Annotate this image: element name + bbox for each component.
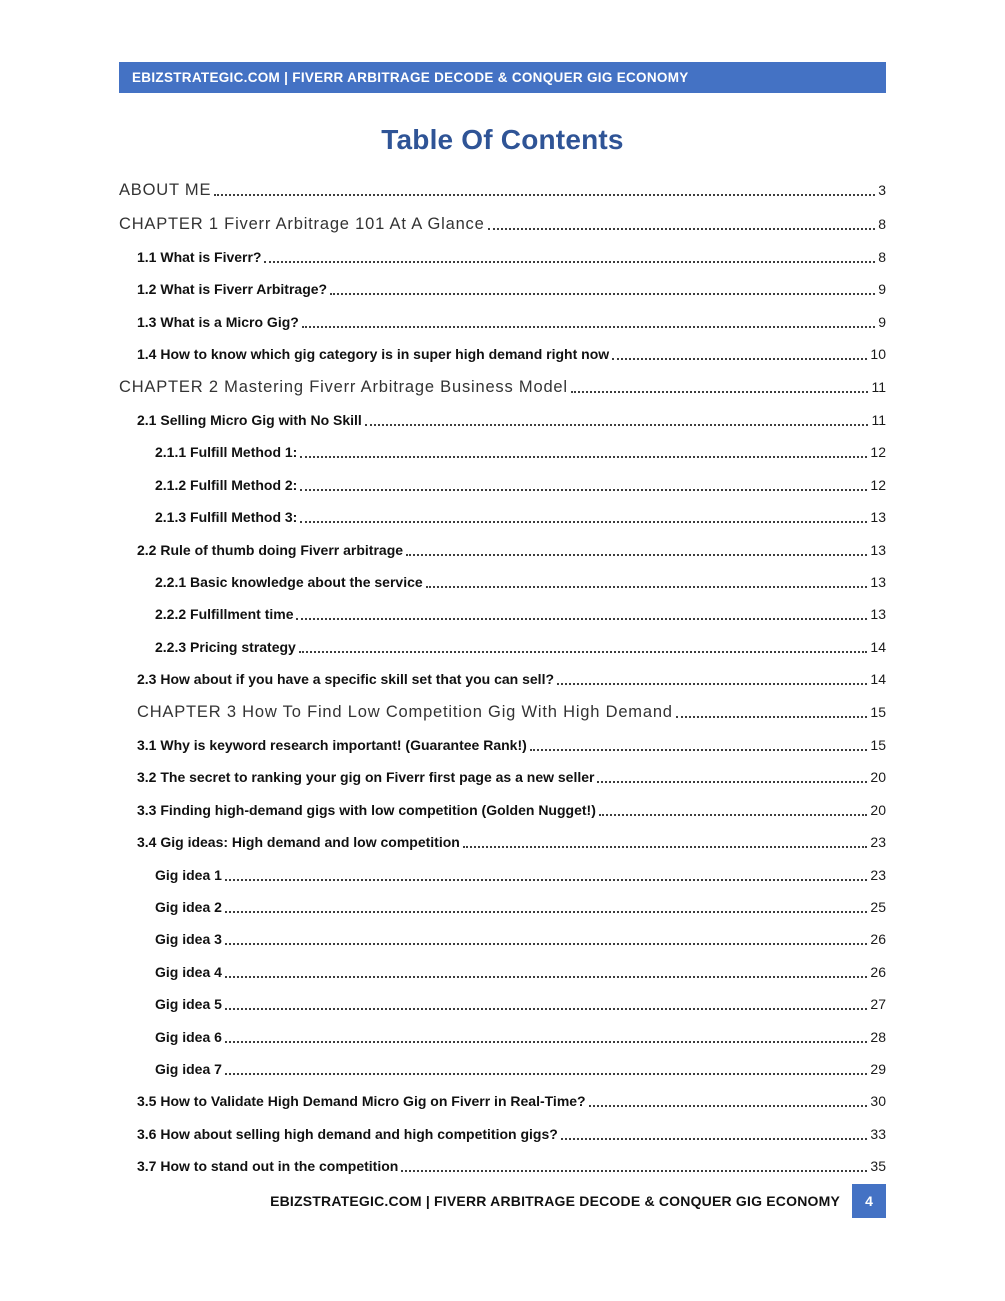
toc-entry-page: 26 — [870, 963, 886, 980]
toc-entry[interactable] — [119, 508, 886, 527]
toc-entry[interactable] — [119, 866, 886, 885]
toc-entry-label: 3.3 Finding high-demand gigs with low competition (Golden Nugget!) — [137, 801, 596, 818]
table-of-contents — [119, 181, 886, 1176]
toc-entry-page: 30 — [870, 1093, 886, 1110]
toc-entry-label: 2.1.1 Fulfill Method 1: — [155, 444, 298, 461]
toc-entry-page: 9 — [878, 313, 886, 330]
toc-entry-label: CHAPTER 1 Fiverr Arbitrage 101 At A Glance — [119, 214, 485, 233]
toc-entry[interactable] — [119, 1028, 886, 1047]
toc-entry[interactable] — [119, 541, 886, 560]
toc-entry[interactable] — [119, 1060, 886, 1079]
toc-entry-label: 3.1 Why is keyword research important! (Guarantee Rank!) — [137, 737, 527, 754]
toc-entry[interactable] — [119, 215, 886, 234]
toc-entry-page: 25 — [870, 899, 886, 916]
toc-dot-leader — [599, 814, 868, 816]
toc-entry-label: Gig idea 5 — [155, 996, 222, 1013]
toc-entry[interactable] — [119, 573, 886, 592]
toc-entry-page: 20 — [870, 801, 886, 818]
toc-entry-label: CHAPTER 3 How To Find Low Competition Gig With High Demand — [137, 702, 673, 721]
header-banner — [119, 62, 886, 93]
toc-entry[interactable] — [119, 736, 886, 755]
toc-entry-page: 33 — [870, 1125, 886, 1142]
toc-entry-label: 3.7 How to stand out in the competition — [137, 1158, 399, 1175]
toc-entry-label: Gig idea 7 — [155, 1060, 222, 1077]
toc-dot-leader — [561, 1138, 868, 1140]
toc-entry-label: 2.2.2 Fulfillment time — [155, 606, 294, 623]
toc-entry-page: 13 — [870, 606, 886, 623]
header-banner-text: EBIZSTRATEGIC.COM | FIVERR ARBITRAGE DECODE & CONQUER GIG ECONOMY — [132, 70, 689, 85]
toc-dot-leader — [401, 1170, 867, 1172]
toc-entry[interactable] — [119, 768, 886, 787]
toc-entry-page: 23 — [870, 834, 886, 851]
footer-text: EBIZSTRATEGIC.COM | FIVERR ARBITRAGE DECODE & CONQUER GIG ECONOMY — [270, 1193, 840, 1209]
toc-entry-page: 8 — [878, 215, 886, 232]
toc-dot-leader — [612, 358, 867, 360]
toc-entry-label: 2.3 How about if you have a specific skill set that you can sell? — [137, 671, 555, 688]
toc-entry-label: 1.2 What is Fiverr Arbitrage? — [137, 281, 328, 298]
toc-entry-label: 2.1.3 Fulfill Method 3: — [155, 509, 298, 526]
page-content — [119, 62, 886, 1176]
toc-dot-leader — [406, 554, 867, 556]
toc-dot-leader — [530, 749, 868, 751]
toc-entry-label: Gig idea 2 — [155, 899, 222, 916]
toc-dot-leader — [589, 1105, 868, 1107]
toc-entry-label: Gig idea 3 — [155, 931, 222, 948]
toc-entry-label: CHAPTER 2 Mastering Fiverr Arbitrage Business Model — [119, 377, 568, 396]
toc-dot-leader — [676, 716, 868, 718]
toc-entry[interactable] — [119, 898, 886, 917]
page-title: Table Of Contents — [381, 124, 624, 155]
toc-entry[interactable] — [119, 1125, 886, 1144]
toc-entry-page: 13 — [870, 541, 886, 558]
toc-dot-leader — [264, 261, 875, 263]
toc-entry[interactable] — [119, 345, 886, 364]
toc-entry-page: 35 — [870, 1158, 886, 1175]
toc-entry-label: Gig idea 6 — [155, 1028, 222, 1045]
toc-entry-label: 3.5 How to Validate High Demand Micro Gig on Fiverr in Real-Time? — [137, 1093, 586, 1110]
footer — [270, 1184, 886, 1218]
toc-dot-leader — [300, 456, 867, 458]
toc-dot-leader — [300, 521, 867, 523]
toc-entry[interactable] — [119, 963, 886, 982]
toc-entry-page: 11 — [871, 378, 886, 395]
toc-entry-page: 23 — [870, 866, 886, 883]
toc-dot-leader — [488, 228, 876, 230]
toc-entry-label: 2.2.3 Pricing strategy — [155, 638, 296, 655]
toc-entry-page: 14 — [870, 671, 886, 688]
toc-entry[interactable] — [119, 1092, 886, 1111]
toc-entry-label: 2.2.1 Basic knowledge about the service — [155, 574, 423, 591]
toc-dot-leader — [302, 326, 875, 328]
toc-dot-leader — [597, 781, 867, 783]
toc-entry-page: 8 — [878, 249, 886, 265]
toc-entry[interactable] — [119, 605, 886, 624]
toc-dot-leader — [225, 1008, 868, 1010]
toc-dot-leader — [299, 651, 868, 653]
toc-entry-page: 11 — [871, 412, 886, 429]
toc-entry-page: 15 — [870, 703, 886, 720]
page-number-badge: 4 — [852, 1184, 886, 1218]
toc-entry-label: 3.6 How about selling high demand and high competition gigs? — [137, 1125, 558, 1142]
toc-dot-leader — [300, 489, 867, 491]
toc-entry-page: 15 — [870, 737, 886, 754]
toc-entry-label: 1.3 What is a Micro Gig? — [137, 313, 299, 330]
toc-entry-label: ABOUT ME — [119, 181, 212, 199]
toc-dot-leader — [225, 976, 868, 978]
toc-dot-leader — [225, 1041, 868, 1043]
toc-dot-leader — [225, 911, 868, 913]
toc-entry[interactable] — [119, 995, 886, 1014]
toc-dot-leader — [365, 424, 869, 426]
toc-entry[interactable] — [119, 703, 886, 722]
toc-entry[interactable] — [119, 443, 886, 462]
toc-entry[interactable] — [119, 181, 886, 200]
toc-entry[interactable] — [119, 378, 886, 397]
toc-entry-page: 27 — [870, 996, 886, 1013]
toc-entry-label: 1.1 What is Fiverr? — [137, 249, 262, 265]
toc-entry[interactable] — [119, 313, 886, 332]
toc-entry-page: 10 — [870, 346, 886, 363]
toc-entry[interactable] — [119, 476, 886, 495]
toc-dot-leader — [330, 293, 875, 295]
toc-dot-leader — [557, 683, 867, 685]
toc-entry-page: 3 — [878, 182, 886, 198]
toc-entry[interactable] — [119, 801, 886, 820]
toc-entry[interactable] — [119, 638, 886, 657]
toc-entry-label: Gig idea 4 — [155, 963, 222, 980]
toc-entry[interactable] — [119, 930, 886, 949]
toc-entry-page: 20 — [870, 769, 886, 786]
toc-dot-leader — [463, 846, 868, 848]
toc-entry-label: 3.2 The secret to ranking your gig on Fiverr first page as a new seller — [137, 769, 595, 786]
toc-entry[interactable] — [119, 1157, 886, 1176]
toc-entry-label: 1.4 How to know which gig category is in super high demand right now — [137, 346, 610, 363]
toc-dot-leader — [214, 194, 875, 196]
toc-entry[interactable] — [119, 670, 886, 689]
toc-entry-page: 12 — [870, 444, 886, 461]
toc-dot-leader — [225, 879, 868, 881]
toc-dot-leader — [225, 1073, 868, 1075]
toc-dot-leader — [571, 391, 869, 393]
toc-entry-page: 14 — [870, 638, 886, 655]
toc-entry-label: 3.4 Gig ideas: High demand and low competition — [137, 834, 460, 851]
toc-entry-page: 12 — [870, 476, 886, 493]
toc-entry-page: 26 — [870, 931, 886, 948]
toc-entry-label: 2.2 Rule of thumb doing Fiverr arbitrage — [137, 541, 404, 558]
toc-entry-page: 9 — [878, 281, 886, 298]
toc-dot-leader — [426, 586, 868, 588]
toc-entry-page: 13 — [870, 574, 886, 591]
toc-entry-page: 28 — [870, 1028, 886, 1045]
toc-dot-leader — [225, 943, 868, 945]
toc-entry[interactable] — [119, 280, 886, 299]
toc-entry[interactable] — [119, 833, 886, 852]
toc-entry-label: 2.1 Selling Micro Gig with No Skill — [137, 412, 362, 429]
toc-entry-page: 13 — [870, 509, 886, 526]
toc-dot-leader — [296, 618, 867, 620]
toc-entry[interactable] — [119, 248, 886, 267]
toc-entry-label: 2.1.2 Fulfill Method 2: — [155, 476, 298, 493]
toc-entry-page: 29 — [870, 1060, 886, 1077]
toc-entry-label: Gig idea 1 — [155, 866, 222, 883]
toc-entry[interactable] — [119, 411, 886, 430]
